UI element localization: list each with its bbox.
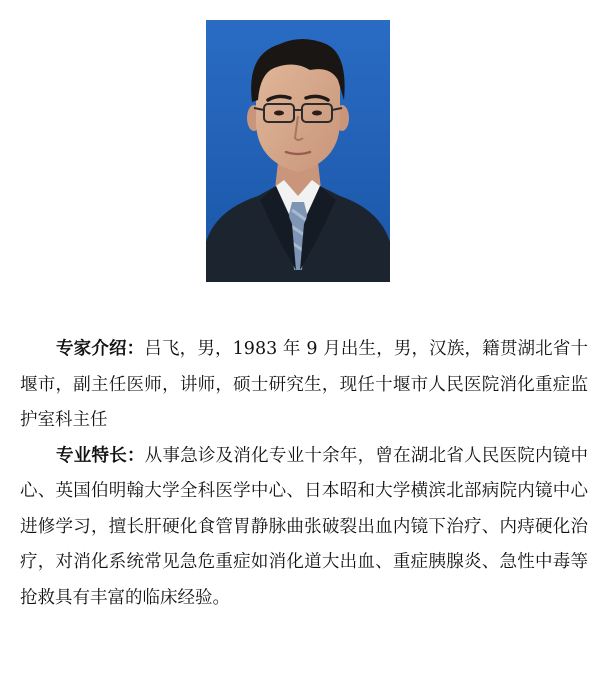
specialty-paragraph — [20, 439, 588, 617]
doctor-bio — [20, 332, 588, 616]
intro-paragraph — [20, 332, 588, 439]
specialty-label: 专业特长： — [56, 445, 145, 466]
specialty-text: 从事急诊及消化专业十余年，曾在湖北省人民医院内镜中心、英国伯明翰大学全科医学中心、日本昭和大学横滨北部病院内镜中心进修学习，擅长肝硬化食管胃静脉曲张破裂出血内镜下治疗、内痔硬化治疗，对消化系统常见急危重症如消化道大出血、重症胰腺炎、急性中毒等抢救具有丰富的临床经验。 — [20, 445, 589, 608]
intro-label: 专家介绍： — [56, 339, 145, 359]
portrait-illustration — [206, 20, 390, 282]
intro-text: 吕飞，男，1983 年 9 月出生，男，汉族，籍贯湖北省十堰市，副主任医师，讲师，硕士研究生，现任十堰市人民医院消化重症监护室科主任 — [20, 339, 589, 430]
doctor-portrait-photo — [206, 20, 390, 282]
